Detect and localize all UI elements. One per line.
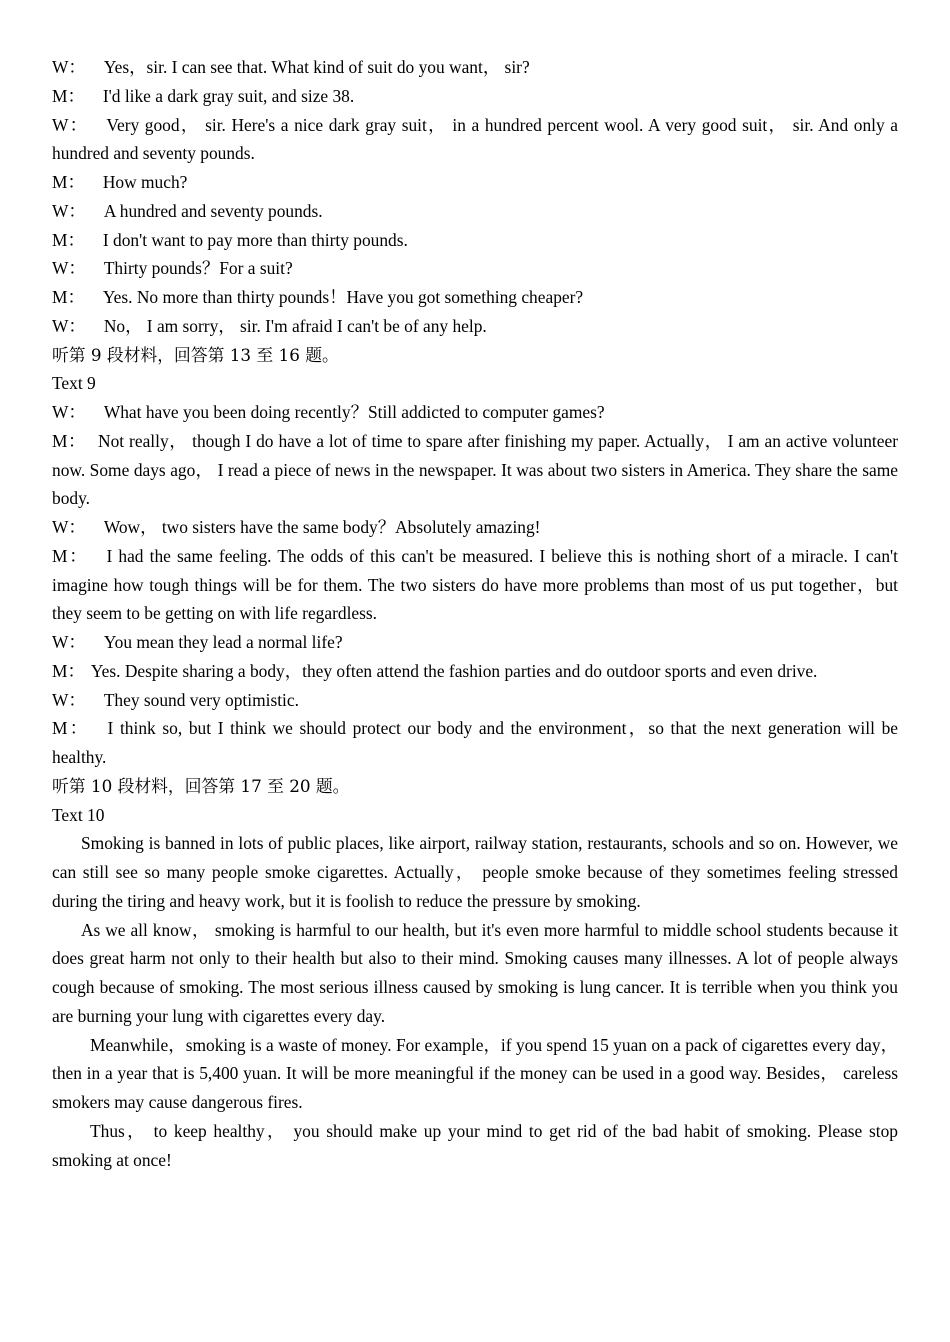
speaker-label: W： — [52, 200, 86, 221]
section-9-title: Text 9 — [52, 373, 96, 394]
dialogue-line — [52, 111, 898, 169]
speaker-label: M： — [52, 229, 85, 250]
dialogue-line — [52, 168, 898, 197]
dialogue-text8 — [52, 53, 898, 341]
dialogue-text: Very good， sir. Here's a nice dark gray suit， in a hundred percent wool. A very good suit， sir. And only a hundred and seventy pounds. — [52, 114, 898, 164]
speaker-label: M： — [52, 660, 85, 681]
dialogue-line — [52, 53, 898, 82]
section-9-instruction: 听第 9 段材料，回答第 13 至 16 题。 — [52, 344, 339, 365]
dialogue-text: Not really， though I do have a lot of time to spare after finishing my paper. Actually， I am an active volunteer now. Some days ago， I read a piece of news in the newspaper. It was about two sisters in America. They share the same body. — [52, 430, 898, 509]
speaker-label: W： — [52, 315, 86, 336]
passage-paragraph: Smoking is banned in lots of public places, like airport, railway station, restaurants, schools and so on. However, we can still see so many people smoke cigarettes. Actually， people smoke because of they sometimes feeling stressed during the tiring and heavy work, but it is foolish to reduce the pressure by smoking. — [52, 833, 898, 911]
dialogue-line — [52, 197, 898, 226]
speaker-label: M： — [52, 85, 85, 106]
dialogue-line — [52, 628, 898, 657]
dialogue-line — [52, 82, 898, 111]
dialogue-line — [52, 398, 898, 427]
dialogue-line — [52, 283, 898, 312]
dialogue-text: What have you been doing recently？Still addicted to computer games? — [103, 402, 605, 422]
speaker-label: W： — [52, 57, 86, 77]
speaker-label: W： — [52, 517, 86, 537]
passage-paragraph: As we all know， smoking is harmful to our health, but it's even more harmful to middle school students because it does great harm not only to their health but also to their mind. Smoking causes many illnesses. A lot of people always cough because of smoking. The most serious illness caused by smoking is lung cancer. It is terrible when you think you are burning your lung with cigarettes every day. — [52, 919, 898, 1026]
dialogue-text: I don't want to pay more than thirty pounds. — [102, 229, 408, 250]
dialogue-text: Yes. Despite sharing a body，they often attend the fashion parties and do outdoor sports and even drive. — [90, 660, 818, 681]
dialogue-text: I'd like a dark gray suit, and size 38. — [102, 85, 355, 106]
dialogue-text: How much? — [102, 172, 188, 192]
dialogue-line — [52, 427, 898, 513]
speaker-label: W： — [52, 258, 86, 279]
dialogue-line — [52, 714, 898, 772]
dialogue-text: Wow， two sisters have the same body？Absolutely amazing! — [103, 517, 541, 537]
speaker-label: M： — [52, 430, 87, 451]
document-page — [52, 53, 898, 1174]
passage-paragraph: Meanwhile，smoking is a waste of money. For example，if you spend 15 yuan on a pack of cigarettes every day， then in a year that is 5,400 yuan. It will be more meaningful if the money can be used in a good way. Besides， careless smokers may cause dangerous fires. — [52, 1034, 898, 1112]
dialogue-line — [52, 686, 898, 715]
speaker-label: W： — [52, 632, 86, 652]
speaker-label: W： — [52, 114, 89, 135]
dialogue-text: Yes，sir. I can see that. What kind of suit do you want， sir? — [103, 57, 530, 77]
speaker-label: M： — [52, 718, 90, 739]
dialogue-line — [52, 657, 898, 686]
dialogue-text: Yes. No more than thirty pounds！Have you got something cheaper? — [102, 287, 584, 307]
dialogue-line — [52, 513, 898, 542]
dialogue-text: A hundred and seventy pounds. — [103, 200, 323, 221]
speaker-label: W： — [52, 402, 86, 422]
speaker-label: W： — [52, 689, 86, 710]
dialogue-text: No， I am sorry， sir. I'm afraid I can't be of any help. — [103, 315, 487, 336]
dialogue-text: Thirty pounds？For a suit? — [103, 258, 293, 279]
dialogue-line — [52, 254, 898, 283]
dialogue-text: I had the same feeling. The odds of this can't be measured. I believe this is nothing short of a miracle. I can't imagine how tough things will be for them. The two sisters do have more problems than most of us put together，but they seem to be getting on with life regardless. — [52, 545, 898, 624]
section-10-title: Text 10 — [52, 804, 105, 825]
dialogue-text: They sound very optimistic. — [103, 689, 299, 710]
dialogue-line — [52, 542, 898, 628]
dialogue-line — [52, 226, 898, 255]
speaker-label: M： — [52, 287, 85, 307]
section-10-instruction: 听第 10 段材料，回答第 17 至 20 题。 — [52, 775, 350, 796]
dialogue-text: I think so, but I think we should protect our body and the environment，so that the next generation will be healthy. — [52, 718, 899, 767]
speaker-label: M： — [52, 172, 85, 192]
passage-paragraph: Thus， to keep healthy， you should make up your mind to get rid of the bad habit of smoking. Please stop smoking at once! — [52, 1120, 898, 1170]
passage-text10 — [52, 829, 898, 1174]
speaker-label: M： — [52, 545, 89, 566]
dialogue-text: You mean they lead a normal life? — [103, 632, 343, 652]
dialogue-line — [52, 312, 898, 341]
dialogue-text9 — [52, 398, 898, 772]
